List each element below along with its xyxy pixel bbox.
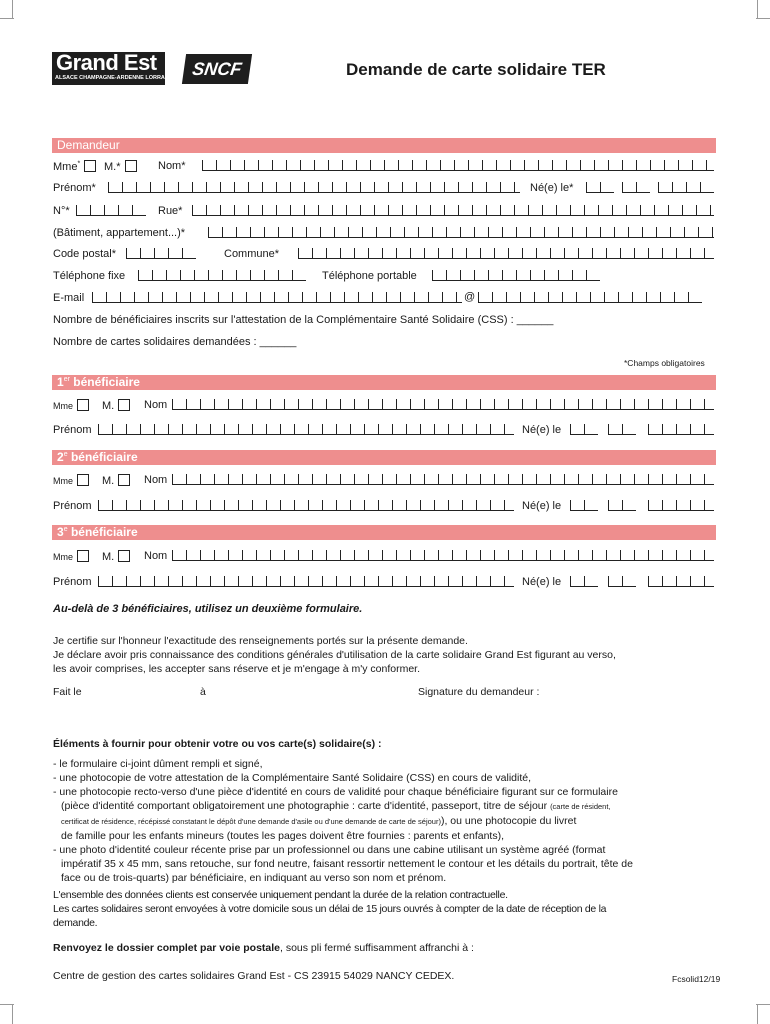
beneficiaire-3-label: bénéficiaire <box>70 525 138 539</box>
section-title-beneficiaire-3 <box>57 525 138 540</box>
mme-required-marker: * <box>77 160 81 168</box>
naissance-label: Né(e) le* <box>530 182 574 194</box>
b2-prenom-field[interactable] <box>98 500 514 511</box>
b3-mme-label: Mme <box>53 552 73 562</box>
commune-field[interactable] <box>298 248 714 259</box>
b1-m-option <box>102 399 130 412</box>
crop-mark <box>12 1004 13 1024</box>
element-item-attestation: - une photocopie de votre attestation de la Complémentaire Santé Solidaire (CSS) en cours de validité, <box>53 772 532 784</box>
telephone-fixe-field[interactable] <box>138 270 306 281</box>
b2-nom-label: Nom <box>144 474 168 486</box>
rue-label: Rue* <box>158 205 183 217</box>
grand-est-logo-text: Grand Est <box>56 50 157 75</box>
demandeur-civilite-row <box>53 160 96 173</box>
beneficiaire-2-suffix: e <box>63 451 68 458</box>
b2-mme-label: Mme <box>53 476 73 486</box>
b2-prenom-label: Prénom <box>53 500 92 512</box>
certification-line-3: les avoir comprises, les accepter sans réserve et je m'engage à m'y conformer. <box>53 663 420 675</box>
b2-nom-field[interactable] <box>172 474 714 485</box>
crop-mark <box>756 1004 770 1005</box>
b1-naissance-label: Né(e) le <box>522 424 562 436</box>
element-item-piece-identite-detail <box>53 799 718 814</box>
b2-m-checkbox[interactable] <box>118 474 130 486</box>
m-option <box>104 160 137 173</box>
element-item-piece-identite-suite <box>53 814 718 829</box>
cartes-demandees-count[interactable]: Nombre de cartes solidaires demandées : ______ <box>53 336 297 348</box>
code-postal-label: Code postal* <box>53 248 116 260</box>
telephone-portable-field[interactable] <box>432 270 600 281</box>
renvoi-rest: , sous pli fermé suffisamment affranchi à : <box>280 942 474 954</box>
element-item-piece-identite: - une photocopie recto-verso d'une pièce d'identité en cours de validité pour chaque bénéficiaire figurant sur ce formulaire <box>53 786 618 798</box>
b3-naissance-annee-field[interactable] <box>648 576 714 587</box>
mentions-text <box>53 888 718 930</box>
b1-nom-label: Nom <box>144 399 168 411</box>
section-band-demandeur <box>52 138 716 153</box>
b2-naissance-mois-field[interactable] <box>608 500 636 511</box>
b1-mme-label: Mme <box>53 401 73 411</box>
b3-m-option <box>102 550 130 563</box>
b1-naissance-jour-field[interactable] <box>570 424 598 435</box>
certification-text <box>53 634 718 676</box>
b3-nom-field[interactable] <box>172 550 714 561</box>
element-item-formulaire: - le formulaire ci-joint dûment rempli et signé, <box>53 758 263 770</box>
mentions-line-2: Les cartes solidaires seront envoyées à votre domicile sous un délai de 15 jours ouvrés à compter de la date de réception de la <box>53 903 607 915</box>
b2-m-option <box>102 474 130 487</box>
mentions-line-3: demande. <box>53 917 98 929</box>
b1-prenom-field[interactable] <box>98 424 514 435</box>
email-label: E-mail <box>53 292 85 304</box>
au-dela-note: Au-delà de 3 bénéficiaires, utilisez un deuxième formulaire. <box>53 603 363 615</box>
crop-mark <box>757 0 758 18</box>
lieu-label: à <box>200 686 206 698</box>
prenom-field[interactable] <box>108 182 520 193</box>
section-title-demandeur: Demandeur <box>57 138 120 152</box>
batiment-label: (Bâtiment, appartement...)* <box>53 227 186 239</box>
section-title-beneficiaire-1 <box>57 375 140 390</box>
batiment-field[interactable] <box>208 227 714 238</box>
b1-prenom-label: Prénom <box>53 424 92 436</box>
beneficiaire-2-number: 2 <box>57 450 64 464</box>
m-label: M.* <box>104 161 121 173</box>
crop-mark <box>12 0 13 18</box>
b3-prenom-field[interactable] <box>98 576 514 587</box>
b2-naissance-annee-field[interactable] <box>648 500 714 511</box>
renvoi-bold: Renvoyez le dossier complet par voie postale <box>53 942 280 954</box>
piece-identite-detail-text: (pièce d'identité comportant obligatoirement une photographie : carte d'identité, passeport, titre de séjour <box>61 800 548 812</box>
prenom-label: Prénom* <box>53 182 96 194</box>
b1-mme-checkbox[interactable] <box>77 399 89 411</box>
b2-mme-option <box>53 474 89 487</box>
b3-mme-option <box>53 550 89 563</box>
nom-label: Nom* <box>158 160 186 172</box>
nom-field[interactable] <box>202 160 714 171</box>
naissance-annee-field[interactable] <box>658 182 714 193</box>
b2-naissance-jour-field[interactable] <box>570 500 598 511</box>
beneficiaire-3-number: 3 <box>57 525 64 539</box>
commune-label: Commune* <box>224 248 280 260</box>
email-user-field[interactable] <box>92 292 462 303</box>
rue-field[interactable] <box>192 205 714 216</box>
crop-mark <box>0 1004 14 1005</box>
b3-nom-label: Nom <box>144 550 168 562</box>
champs-obligatoires-note: *Champs obligatoires <box>624 358 705 368</box>
beneficiaires-css-count[interactable]: Nombre de bénéficiaires inscrits sur l'attestation de la Complémentaire Santé Solidaire (CSS) : ______ <box>53 314 554 326</box>
naissance-mois-field[interactable] <box>622 182 650 193</box>
crop-mark <box>0 18 14 19</box>
sncf-logo: SNCF <box>182 54 252 84</box>
fait-le-label: Fait le <box>53 686 82 698</box>
signature-label: Signature du demandeur : <box>418 686 540 698</box>
b2-naissance-label: Né(e) le <box>522 500 562 512</box>
b1-m-checkbox[interactable] <box>118 399 130 411</box>
beneficiaire-1-number: 1 <box>57 375 64 389</box>
b3-prenom-label: Prénom <box>53 576 92 588</box>
b3-mme-checkbox[interactable] <box>77 550 89 562</box>
b3-m-label: M. <box>102 551 115 563</box>
section-title-beneficiaire-2 <box>57 450 138 465</box>
renvoi-text <box>53 942 474 954</box>
b1-naissance-mois-field[interactable] <box>608 424 636 435</box>
elements-list <box>53 757 718 885</box>
telephone-portable-label: Téléphone portable <box>322 270 417 282</box>
section-band-beneficiaire-1 <box>52 375 716 390</box>
beneficiaire-1-label: bénéficiaire <box>73 375 140 389</box>
beneficiaire-2-label: bénéficiaire <box>70 450 138 464</box>
crop-mark <box>757 1004 758 1024</box>
element-item-livret-famille: de famille pour les enfants mineurs (toutes les pages doivent être fournies : parents et enfants), <box>61 830 504 842</box>
b3-m-checkbox[interactable] <box>118 550 130 562</box>
beneficiaire-3-suffix: e <box>63 526 68 533</box>
adresse-centre: Centre de gestion des cartes solidaires Grand Est - CS 23915 54029 NANCY CEDEX. <box>53 970 455 982</box>
form-reference: Fcsolid12/19 <box>672 974 721 984</box>
mme-checkbox[interactable] <box>84 160 96 172</box>
piece-identite-suite-text: ), ou une photocopie du livret <box>440 815 577 827</box>
b3-naissance-label: Né(e) le <box>522 576 562 588</box>
crop-mark <box>756 18 770 19</box>
email-domain-field[interactable] <box>478 292 702 303</box>
code-postal-field[interactable] <box>126 248 196 259</box>
numero-label: N°* <box>53 205 70 217</box>
certification-line-2: Je déclare avoir pris connaissance des conditions générales d'utilisation de la carte solidaire Grand Est figurant au verso, <box>53 649 616 661</box>
mentions-line-1: L'ensemble des données clients est conservée uniquement pendant la durée de la relation contractuelle. <box>53 889 508 901</box>
b1-naissance-annee-field[interactable] <box>648 424 714 435</box>
telephone-fixe-label: Téléphone fixe <box>53 270 126 282</box>
elements-title: Éléments à fournir pour obtenir votre ou vos carte(s) solidaire(s) : <box>53 738 382 750</box>
section-band-beneficiaire-2 <box>52 450 716 465</box>
b1-m-label: M. <box>102 400 115 412</box>
b2-m-label: M. <box>102 475 115 487</box>
b1-nom-field[interactable] <box>172 399 714 410</box>
mme-label: Mme <box>53 161 78 173</box>
certification-line-1: Je certifie sur l'honneur l'exactitude des renseignements portés sur la présente demande. <box>53 635 468 647</box>
m-checkbox[interactable] <box>125 160 137 172</box>
element-item-photo-format: impératif 35 x 45 mm, sans retouche, sur fond neutre, faisant ressortir nettement le contour et les détails du portrait, tête de <box>61 858 633 870</box>
section-band-beneficiaire-3 <box>52 525 716 540</box>
element-item-photo: - une photo d'identité couleur récente prise par un professionnel ou dans une cabine utilisant un système agréé (format <box>53 844 606 856</box>
b2-mme-checkbox[interactable] <box>77 474 89 486</box>
naissance-jour-field[interactable] <box>586 182 614 193</box>
piece-identite-detail-small: (carte de résident, <box>550 802 611 811</box>
page-title: Demande de carte solidaire TER <box>346 60 606 79</box>
beneficiaire-1-suffix: er <box>63 376 70 383</box>
piece-identite-suite-small: certificat de résidence, récépissé constatant le dépôt d'une demande d'asile ou d'une demande de carte de séjour) <box>61 817 441 826</box>
email-at-sign: @ <box>464 291 476 303</box>
numero-field[interactable] <box>76 205 146 216</box>
b3-naissance-mois-field[interactable] <box>608 576 636 587</box>
element-item-photo-verso: face ou de trois-quarts) par bénéficiaire, en indiquant au verso son nom et prénom. <box>61 872 447 884</box>
grand-est-logo <box>52 50 175 85</box>
b1-mme-option <box>53 399 89 412</box>
b3-naissance-jour-field[interactable] <box>570 576 598 587</box>
grand-est-logo-subtext: ALSACE CHAMPAGNE-ARDENNE LORRAINE <box>55 75 175 81</box>
